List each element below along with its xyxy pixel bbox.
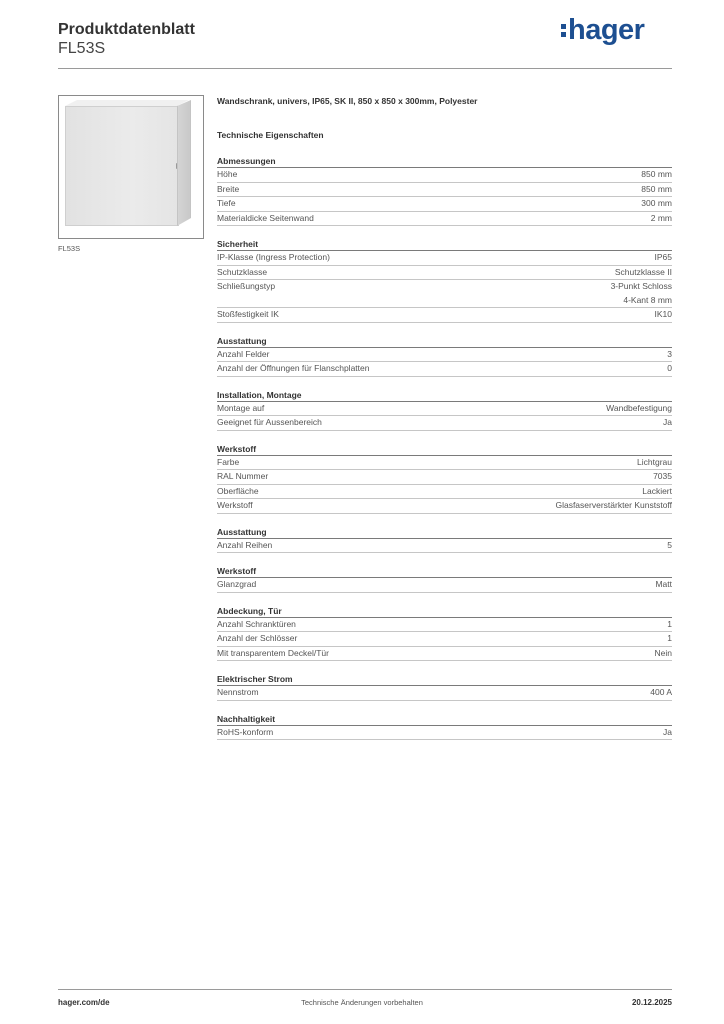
spec-section	[217, 713, 672, 741]
spec-label: Anzahl Reihen	[217, 539, 273, 550]
spec-value-line: Lichtgrau	[637, 456, 672, 467]
spec-value-line: 850 mm	[641, 183, 672, 194]
section-title: Abdeckung, Tür	[217, 605, 672, 618]
spec-row	[217, 348, 672, 363]
product-code: FL53S	[58, 40, 106, 57]
technical-properties-heading: Technische Eigenschaften	[217, 130, 324, 140]
spec-value	[667, 362, 672, 376]
spec-value	[651, 212, 672, 226]
spec-value	[641, 183, 672, 197]
section-title: Elektrischer Strom	[217, 673, 672, 686]
spec-value	[667, 348, 672, 362]
spec-value-line: 5	[667, 539, 672, 550]
spec-row	[217, 362, 672, 377]
image-caption: FL53S	[58, 244, 81, 253]
spec-value	[611, 280, 672, 307]
spec-value	[667, 618, 672, 632]
spec-row	[217, 632, 672, 647]
page-title: Produktdatenblatt	[58, 21, 195, 38]
footer-date: 20.12.2025	[631, 998, 672, 1007]
spec-label: Anzahl Schranktüren	[217, 618, 296, 629]
footer-divider	[58, 989, 672, 990]
spec-label: Anzahl Felder	[217, 348, 270, 359]
spec-section	[217, 155, 672, 226]
spec-row	[217, 168, 672, 183]
spec-row	[217, 578, 672, 593]
spec-label: IP-Klasse (Ingress Protection)	[217, 252, 330, 262]
section-title: Abmessungen	[217, 155, 672, 168]
spec-value	[637, 456, 672, 470]
spec-label: Breite	[217, 183, 240, 194]
spec-section	[217, 335, 672, 377]
spec-value-line: 400 A	[650, 687, 672, 697]
spec-value	[663, 416, 672, 430]
spec-row	[217, 183, 672, 198]
product-description: Wandschrank, univers, IP65, SK II, 850 x 850 x 300mm, Polyester	[217, 96, 478, 106]
spec-value-line: IK10	[654, 309, 672, 319]
spec-value-line: Ja	[663, 726, 672, 737]
spec-value	[653, 470, 672, 484]
spec-label: RAL Nummer	[217, 471, 269, 481]
spec-value-line: 1	[667, 633, 672, 643]
product-image	[58, 95, 204, 239]
spec-sections	[217, 155, 672, 740]
spec-label: Oberfläche	[217, 485, 259, 496]
spec-row	[217, 266, 672, 281]
spec-label: Schutzklasse	[217, 266, 268, 277]
spec-value-line: 7035	[653, 471, 672, 481]
footer-note: Technische Änderungen vorbehalten	[301, 998, 423, 1007]
spec-value	[667, 632, 672, 646]
spec-value	[641, 197, 672, 211]
spec-value	[663, 726, 672, 740]
spec-value	[655, 308, 673, 322]
footer-website: hager.com/de	[58, 998, 110, 1007]
spec-label: Stoßfestigkeit IK	[217, 309, 279, 319]
section-title: Ausstattung	[217, 526, 672, 539]
spec-label: Farbe	[217, 456, 240, 467]
logo-dots	[561, 24, 566, 40]
spec-label: Anzahl der Schlösser	[217, 633, 298, 643]
spec-label: RoHS-konform	[217, 726, 274, 737]
section-title: Nachhaltigkeit	[217, 713, 672, 726]
header-divider	[58, 68, 672, 69]
spec-value	[615, 266, 672, 280]
spec-row	[217, 402, 672, 417]
spec-label: Höhe	[217, 169, 238, 179]
spec-value	[606, 402, 672, 416]
spec-row	[217, 618, 672, 633]
spec-label: Montage auf	[217, 402, 265, 413]
spec-section	[217, 238, 672, 323]
spec-value	[655, 647, 672, 661]
spec-value	[667, 539, 672, 553]
spec-row	[217, 251, 672, 266]
spec-section	[217, 605, 672, 662]
spec-value-line: Ja	[663, 417, 672, 427]
spec-row	[217, 726, 672, 741]
spec-value-line: 1	[667, 618, 672, 629]
spec-label: Werkstoff	[217, 500, 253, 510]
spec-value-line: 4-Kant 8 mm	[623, 294, 672, 305]
spec-content	[217, 96, 672, 740]
spec-label: Anzahl der Öffnungen für Flanschplatten	[217, 363, 370, 373]
section-title: Werkstoff	[217, 443, 672, 456]
spec-label: Nennstrom	[217, 687, 259, 697]
spec-section	[217, 526, 672, 554]
spec-row	[217, 416, 672, 431]
hager-logo	[568, 14, 644, 47]
spec-value-line: IP65	[654, 252, 672, 262]
spec-value-line: Schutzklasse II	[614, 266, 672, 277]
section-title: Werkstoff	[217, 565, 672, 578]
spec-value-line: Wandbefestigung	[606, 402, 672, 413]
cabinet-front-face	[65, 106, 179, 226]
spec-value-line: 3	[667, 348, 672, 359]
spec-row	[217, 470, 672, 485]
logo-text: hager	[568, 14, 645, 46]
spec-value-line: 2 mm	[650, 212, 672, 223]
spec-value-line: 3-Punkt Schloss	[610, 281, 672, 291]
spec-value	[641, 168, 672, 182]
spec-label: Glanzgrad	[217, 579, 257, 589]
spec-label: Materialdicke Seitenwand	[217, 212, 314, 223]
spec-value-line: Glasfaserverstärkter Kunststoff	[555, 500, 672, 510]
section-title: Ausstattung	[217, 335, 672, 348]
spec-value	[650, 686, 672, 700]
spec-row	[217, 686, 672, 701]
spec-value	[642, 485, 672, 499]
spec-value	[655, 578, 672, 592]
spec-row	[217, 197, 672, 212]
spec-label: Tiefe	[217, 198, 236, 208]
spec-label: Schließungstyp	[217, 281, 276, 291]
spec-value-line: Lackiert	[642, 485, 672, 496]
spec-section	[217, 673, 672, 701]
spec-row	[217, 212, 672, 227]
section-title: Sicherheit	[217, 238, 672, 251]
spec-value-line: 850 mm	[641, 169, 672, 179]
spec-value-line: 300 mm	[641, 198, 672, 208]
spec-value	[655, 251, 673, 265]
spec-row	[217, 308, 672, 323]
spec-section	[217, 389, 672, 431]
spec-value-line: Matt	[655, 579, 672, 589]
spec-value-line: Nein	[654, 647, 672, 658]
spec-row	[217, 499, 672, 514]
spec-row	[217, 485, 672, 500]
spec-section	[217, 443, 672, 514]
spec-label: Geeignet für Aussenbereich	[217, 417, 322, 427]
spec-row	[217, 539, 672, 554]
section-title: Installation, Montage	[217, 389, 672, 402]
spec-row	[217, 456, 672, 471]
spec-value-line: 0	[667, 363, 672, 373]
spec-label: Mit transparentem Deckel/Tür	[217, 647, 329, 658]
spec-row	[217, 647, 672, 662]
spec-value	[555, 499, 672, 513]
spec-section	[217, 565, 672, 593]
cabinet-side-face	[177, 100, 191, 226]
spec-row	[217, 280, 672, 308]
